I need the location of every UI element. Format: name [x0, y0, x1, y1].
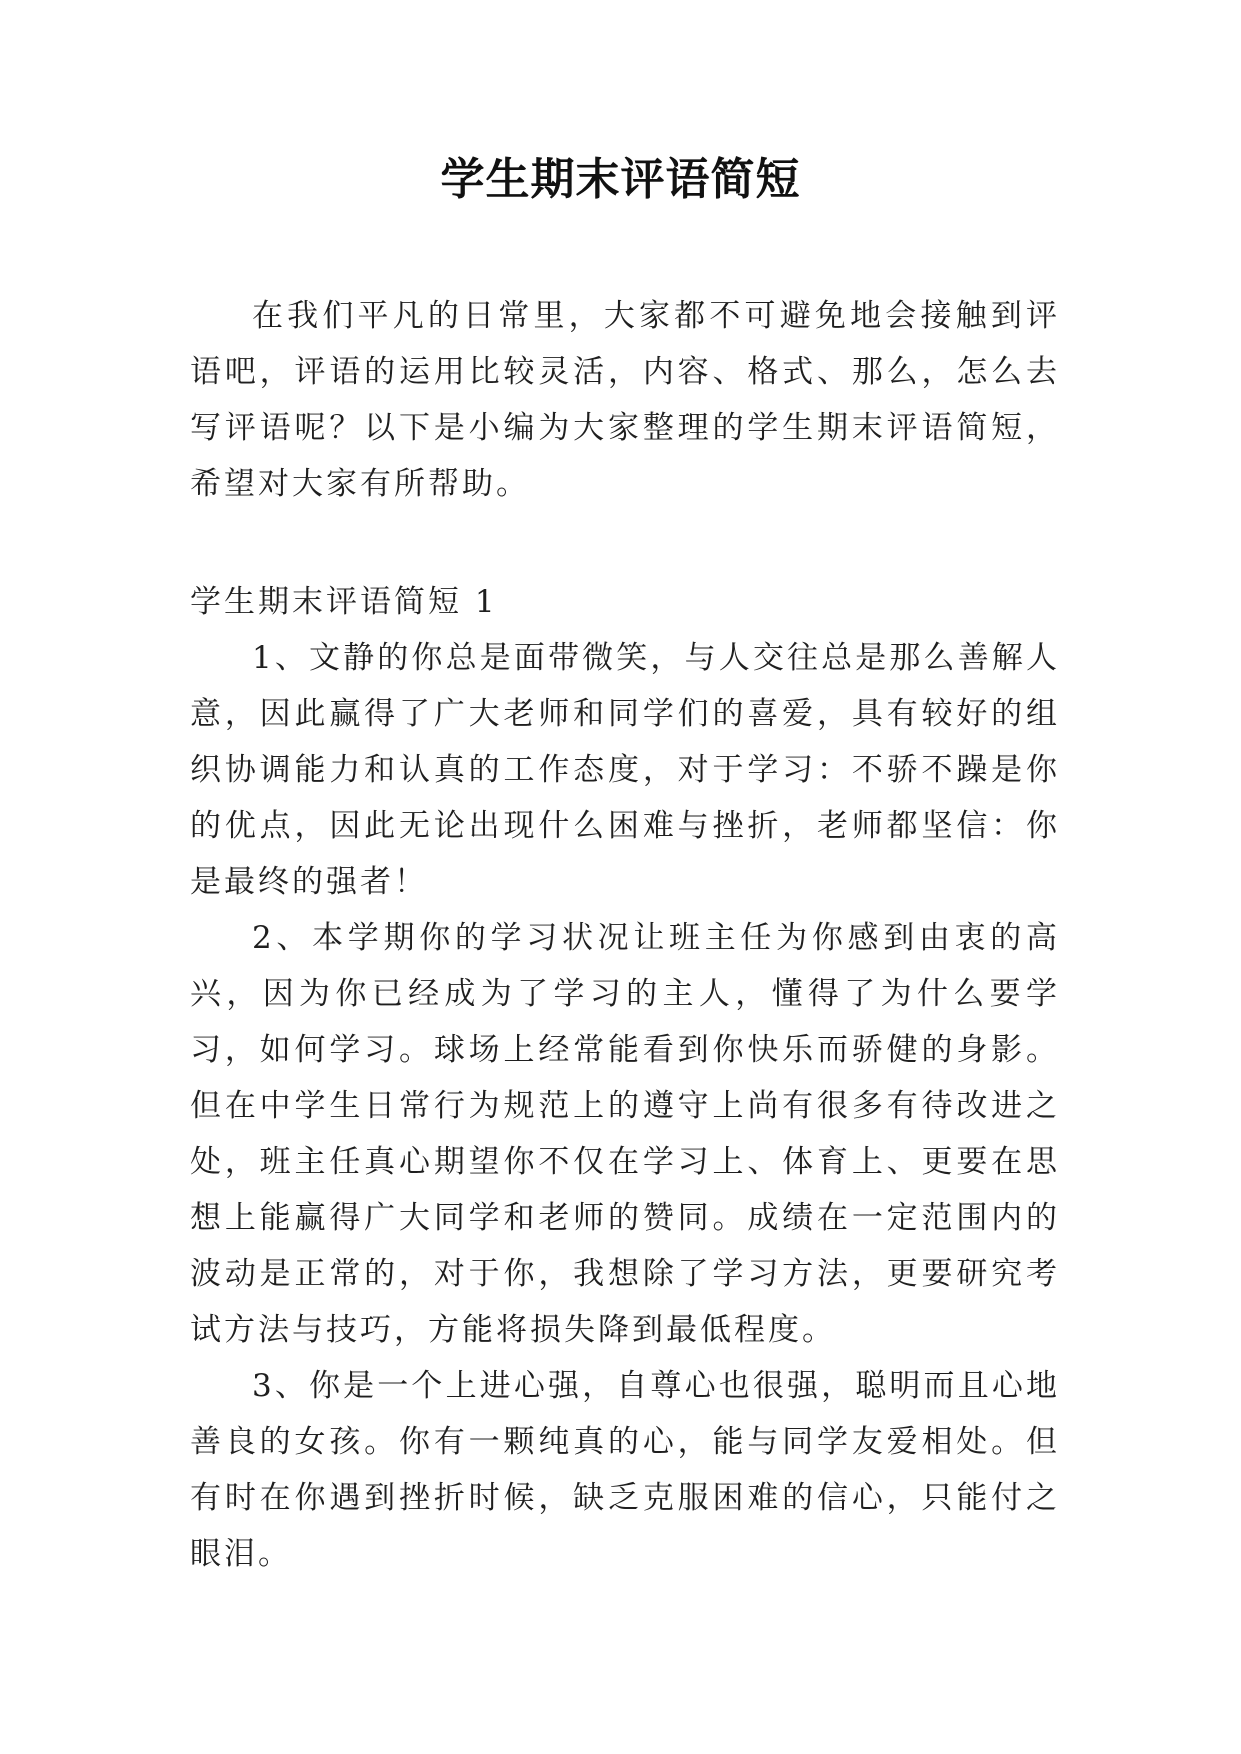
comment-paragraph-1: 1、文静的你总是面带微笑，与人交往总是那么善解人意，因此赢得了广大老师和同学们的喜爱，具有较好的组织协调能力和认真的工作态度，对于学习：不骄不躁是你的优点，因此无论出现什么困难与挫折，老师都坚信：你是最终的强者！ — [190, 640, 1060, 900]
section-heading: 学生期末评语简短 1 — [190, 584, 498, 620]
comment-paragraph-3: 3、你是一个上进心强，自尊心也很强，聪明而且心地善良的女孩。你有一颗纯真的心，能与同学友爱相处。但有时在你遇到挫折时候，缺乏克服困难的信心，只能付之眼泪。 — [190, 1368, 1060, 1572]
intro-paragraph: 在我们平凡的日常里，大家都不可避免地会接触到评语吧，评语的运用比较灵活，内容、格式、那么，怎么去写评语呢？以下是小编为大家整理的学生期末评语简短，希望对大家有所帮助。 — [190, 298, 1060, 502]
document-body — [190, 288, 1060, 1582]
comment-paragraph-2: 2、本学期你的学习状况让班主任为你感到由衷的高兴，因为你已经成为了学习的主人，懂得了为什么要学习，如何学习。球场上经常能看到你快乐而骄健的身影。但在中学生日常行为规范上的遵守上尚有很多有待改进之处，班主任真心期望你不仅在学习上、体育上、更要在思想上能赢得广大同学和老师的赞同。成绩在一定范围内的波动是正常的，对于你，我想除了学习方法，更要研究考试方法与技巧，方能将损失降到最低程度。 — [190, 920, 1060, 1348]
document-title: 学生期末评语简短 — [440, 154, 801, 205]
